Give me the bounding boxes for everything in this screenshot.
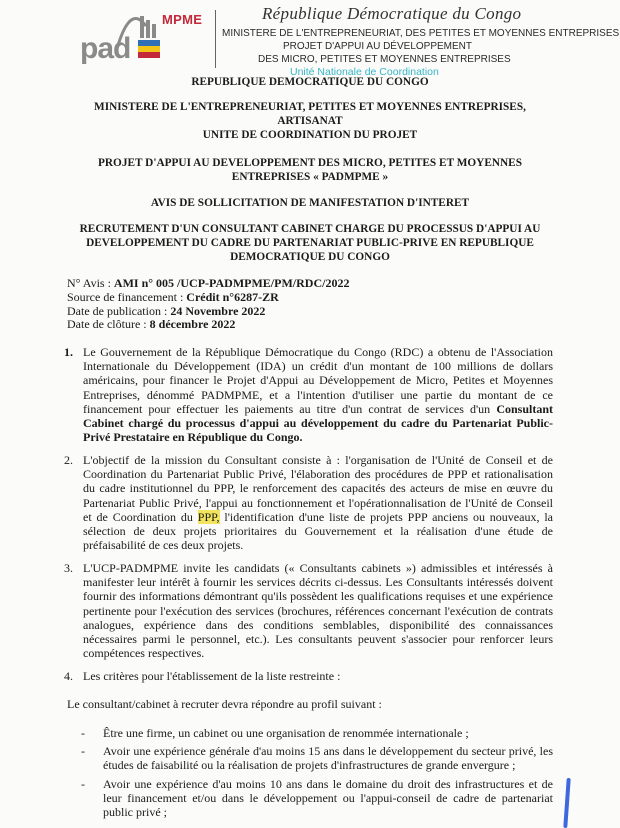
paragraph-2-number: 2. (64, 453, 73, 467)
paragraph-1-number: 1. (64, 345, 73, 359)
publication-date-value: 24 Novembre 2022 (170, 303, 266, 318)
project-block (0, 156, 620, 184)
criteria-item: - Avoir une expérience d'au moins 10 ans dans le domaine du droit des infrastructures et de leur financement et/ou dans le développement ou l'appui-conseil de cadre de partenariat public privé ; (67, 777, 553, 820)
closing-date-label: Date de clôture : (67, 317, 150, 332)
profile-intro: Le consultant/cabinet à recruter devra répondre au profil suivant : (67, 697, 382, 711)
criteria-list (67, 726, 553, 823)
svg-text:pad: pad (80, 32, 131, 65)
paragraph-2-text-a: L'objectif de la mission du Consultant consiste à : l'organisation de l'Unité de Conseil et de Coordination du Partenariat Public Privé, l'élaboration des procédures de PPP et rationalisation du cadre institutionnel du PPP, le renforcement des capacités des acteurs de mise en œuvre du Partenariat Public Privé, l'appui au fonctionnement et l'opérationnalisation de l'Unité de Conseil et de Coordination du (83, 453, 553, 524)
recruit-line1: RECRUTEMENT D'UN CONSULTANT CABINET CHARGE DU PROCESSUS D'APPUI AU (79, 223, 541, 235)
ministry-block (0, 100, 620, 142)
ministry-line2: ARTISANAT (277, 115, 343, 127)
notice-number-value: AMI n° 005 /UCP-PADMPME/PM/RDC/2022 (113, 276, 350, 290)
padmpme-logo (78, 6, 216, 68)
recruitment-title (0, 222, 620, 264)
logo-brand-text: MPME (162, 12, 203, 27)
letterhead-project-line2: DES MICRO, PETITES ET MOYENNES ENTREPRISES (258, 54, 511, 65)
recruit-line3: DEMOCRATIQUE DU CONGO (230, 251, 390, 263)
publication-date-row (67, 305, 349, 319)
paragraph-1-text: Le Gouvernement de la République Démocratique du Congo (RDC) a obtenu de l'Association Internationale du Développement (IDA) un crédit d'un montant de 100 millions de dollars américains, pour financer le Projet d'Appui au Développement de Micro, Petites et Moyennes Entreprises, dénommé PADMPME, et a l'intention d'utiliser une partie du montant de ce financement pour effectuer les paiements au titre d'un contrat de services d'un (83, 345, 553, 416)
paragraph-2-highlight: PPP, (197, 509, 220, 524)
ministry-line1: MINISTERE DE L'ENTREPRENEURIAT, PETITES ET MOYENNES ENTREPRISES, (94, 101, 526, 113)
notice-number-row (67, 277, 349, 291)
funding-source-row (67, 291, 349, 305)
paragraph-4: Les critères pour l'établissement de la liste restreinte : (83, 669, 341, 683)
funding-source-value: Crédit n°6287-ZR (186, 289, 279, 304)
letterhead-project-line1: PROJET D'APPUI AU DÉVELOPPEMENT (283, 41, 472, 52)
notice-title: AVIS DE SOLLICITATION DE MANIFESTATION D'INTERET (150, 197, 470, 209)
notice-details (67, 277, 349, 332)
ministry-line3: UNITE DE COORDINATION DU PROJET (202, 129, 418, 141)
paragraph-2-text-b: l'identification d'une liste de projets PPP anciens ou nouveaux, la sélection de deux projets prioritaires du Gouvernement et la réalisation d'une étude de préfaisabilité de ces deux projets. (83, 509, 553, 553)
funding-source-label: Source de financement : (67, 289, 187, 304)
country-title: REPUBLIQUE DEMOCRATIQUE DU CONGO (191, 76, 429, 88)
paragraph-2 (83, 453, 553, 552)
project-line1: PROJET D'APPUI AU DEVELOPPEMENT DES MICRO, PETITES ET MOYENNES (97, 157, 522, 169)
criteria-item: - Être une firme, un cabinet ou une organisation de renommée internationale ; (67, 726, 553, 740)
recruit-line2: DEVELOPPEMENT DU CADRE DU PARTENARIAT PUBLIC-PRIVE EN REPUBLIQUE (86, 237, 534, 249)
project-line2: ENTREPRISES « PADMPME » (231, 171, 389, 183)
paragraph-1 (83, 345, 553, 444)
paragraph-3-number: 3. (64, 561, 73, 575)
paragraph-1-bold: Consultant Cabinet chargé du processus d'appui au développement du cadre du Partenariat Public-Privé Prestataire en République du Congo. (83, 401, 553, 445)
criteria-item: - Avoir une expérience générale d'au moins 15 ans dans le développement du secteur privé, les études de faisabilité ou la réalisation de projets d'infrastructures de grande envergure ; (67, 744, 553, 772)
notice-number-label: N° Avis : (67, 276, 114, 290)
paragraph-4-number: 4. (64, 669, 73, 683)
letterhead-ministry: MINISTERE DE L'ENTREPRENEURIAT, DES PETITES ET MOYENNES ENTREPRISES (222, 28, 620, 39)
paragraph-3: L'UCP-PADMPME invite les candidats (« Consultants cabinets ») admissibles et intéressés à manifester leur intérêt à fournir les services décrits ci-dessus. Les Consultants intéressés doivent fournir des informations démontrant qu'ils possèdent les qualifications requises et une expérience pertinente pour l'exécution des services (brochures, références concernant l'exécution de contrats analogues, expérience dans des conditions semblables, disponibilité des connaissances nécessaires parmi le personnel, etc.). Les consultants peuvent s'associer pour renforcer leurs compétences respectives. (83, 561, 553, 661)
letterhead-unit: Unité Nationale de Coordination (290, 66, 439, 78)
publication-date-label: Date de publication : (67, 303, 171, 318)
pen-mark-decoration (563, 778, 570, 828)
letterhead-divider (215, 10, 216, 68)
closing-date-row (67, 318, 349, 332)
closing-date-value: 8 décembre 2022 (149, 317, 236, 332)
republic-script-title: République Démocratique du Congo (262, 4, 522, 23)
